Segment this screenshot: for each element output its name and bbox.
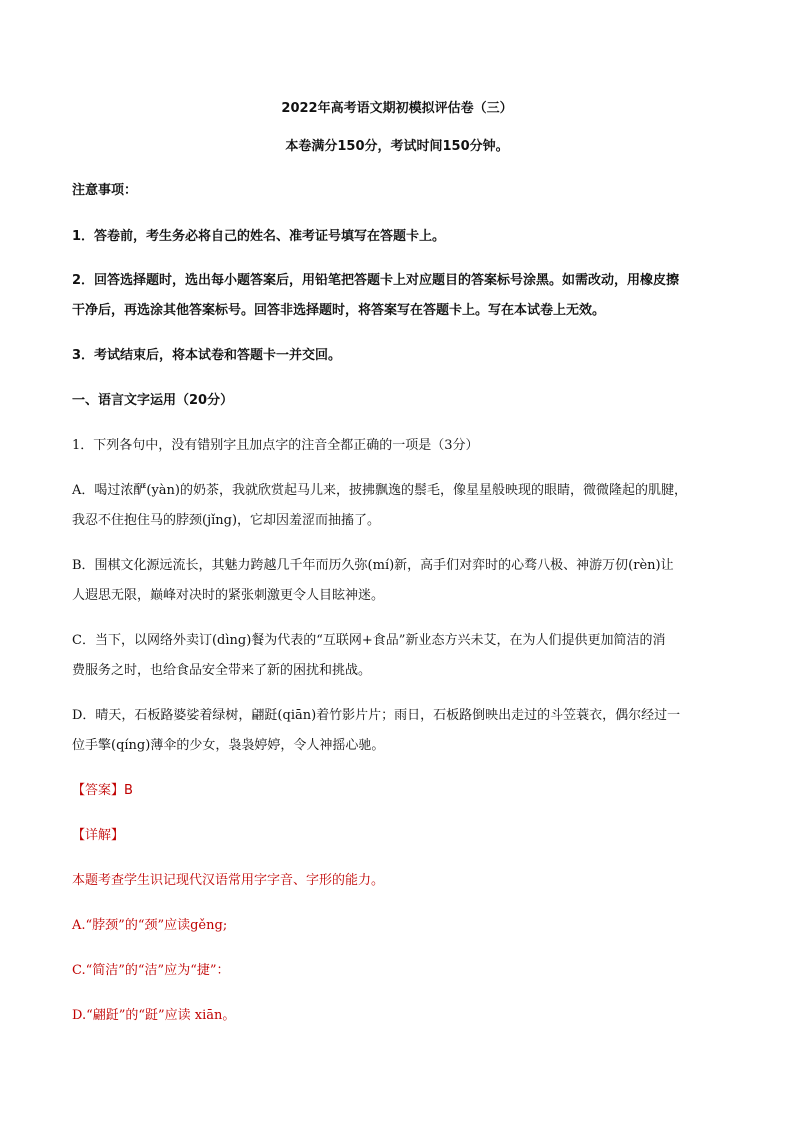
page-subtitle: 本卷满分150分，考试时间150分钟。 — [285, 139, 509, 154]
notice-item-2-line-1: 2．回答选择题时，选出每小题答案后，用铅笔把答题卡上对应题目的答案标号涂黑。如需改动，用橡皮擦 — [72, 273, 680, 288]
notice-heading: 注意事项： — [72, 183, 138, 198]
notice-item-2-line-2: 干净后，再选涂其他答案标号。回答非选择题时，将答案写在答题卡上。写在本试卷上无效。 — [72, 303, 606, 318]
option-c-line-2: 费服务之时，也给食品安全带来了新的困扰和挑战。 — [72, 663, 372, 678]
option-b-line-1: B．围棋文化源远流长，其魅力跨越几千年而历久弥(mí)新，高手们对弈时的心骛八极、神游万仞(rèn)让 — [72, 558, 674, 573]
option-d-line-2: 位手擎(qíng)薄伞的少女，袅袅婷婷，令人神摇心驰。 — [72, 738, 385, 753]
notice-item-1: 1．答卷前，考生务必将自己的姓名、准考证号填写在答题卡上。 — [72, 229, 446, 244]
notice-item-3: 3．考试结束后，将本试卷和答题卡一并交回。 — [72, 348, 342, 363]
option-a-line-2: 我忍不住抱住马的脖颈(jǐng)，它却因羞涩而抽搐了。 — [72, 513, 381, 528]
explain-option-c: C.“简洁”的“洁”应为“捷”： — [72, 963, 230, 978]
explain-text: 本题考查学生识记现代汉语常用字字音、字形的能力。 — [72, 873, 385, 888]
section-heading: 一、语言文字运用（20分） — [72, 393, 234, 408]
explain-option-a: A.“脖颈”的“颈”应读gěng; — [72, 918, 228, 933]
option-b-line-2: 人遐思无限，巅峰对决时的紧张刺激更令人目眩神迷。 — [72, 588, 385, 603]
option-a-line-1: A．喝过浓酽(yàn)的奶茶，我就欣赏起马儿来，披拂飘逸的鬃毛，像星星般映现的眼睛，微微隆起的肌腱， — [72, 483, 687, 498]
option-d-line-1: D．晴天，石板路婆娑着绿树，翩跹(qiān)着竹影片片；雨日，石板路倒映出走过的斗笠蓑衣，偶尔经过一 — [72, 708, 681, 723]
option-c-line-1: C．当下，以网络外卖订(dìng)餐为代表的“互联网+食品”新业态方兴未艾，在为人们提供更加简洁的消 — [72, 633, 666, 648]
answer-label: 【答案】B — [72, 783, 133, 798]
explain-option-d: D.“翩跹”的“跹”应读 xiān。 — [72, 1008, 236, 1023]
explain-label: 【详解】 — [72, 828, 125, 843]
question-stem: 1．下列各句中，没有错别字且加点字的注音全都正确的一项是（3分） — [72, 438, 479, 453]
page-title: 2022年高考语文期初模拟评估卷（三） — [281, 101, 513, 116]
